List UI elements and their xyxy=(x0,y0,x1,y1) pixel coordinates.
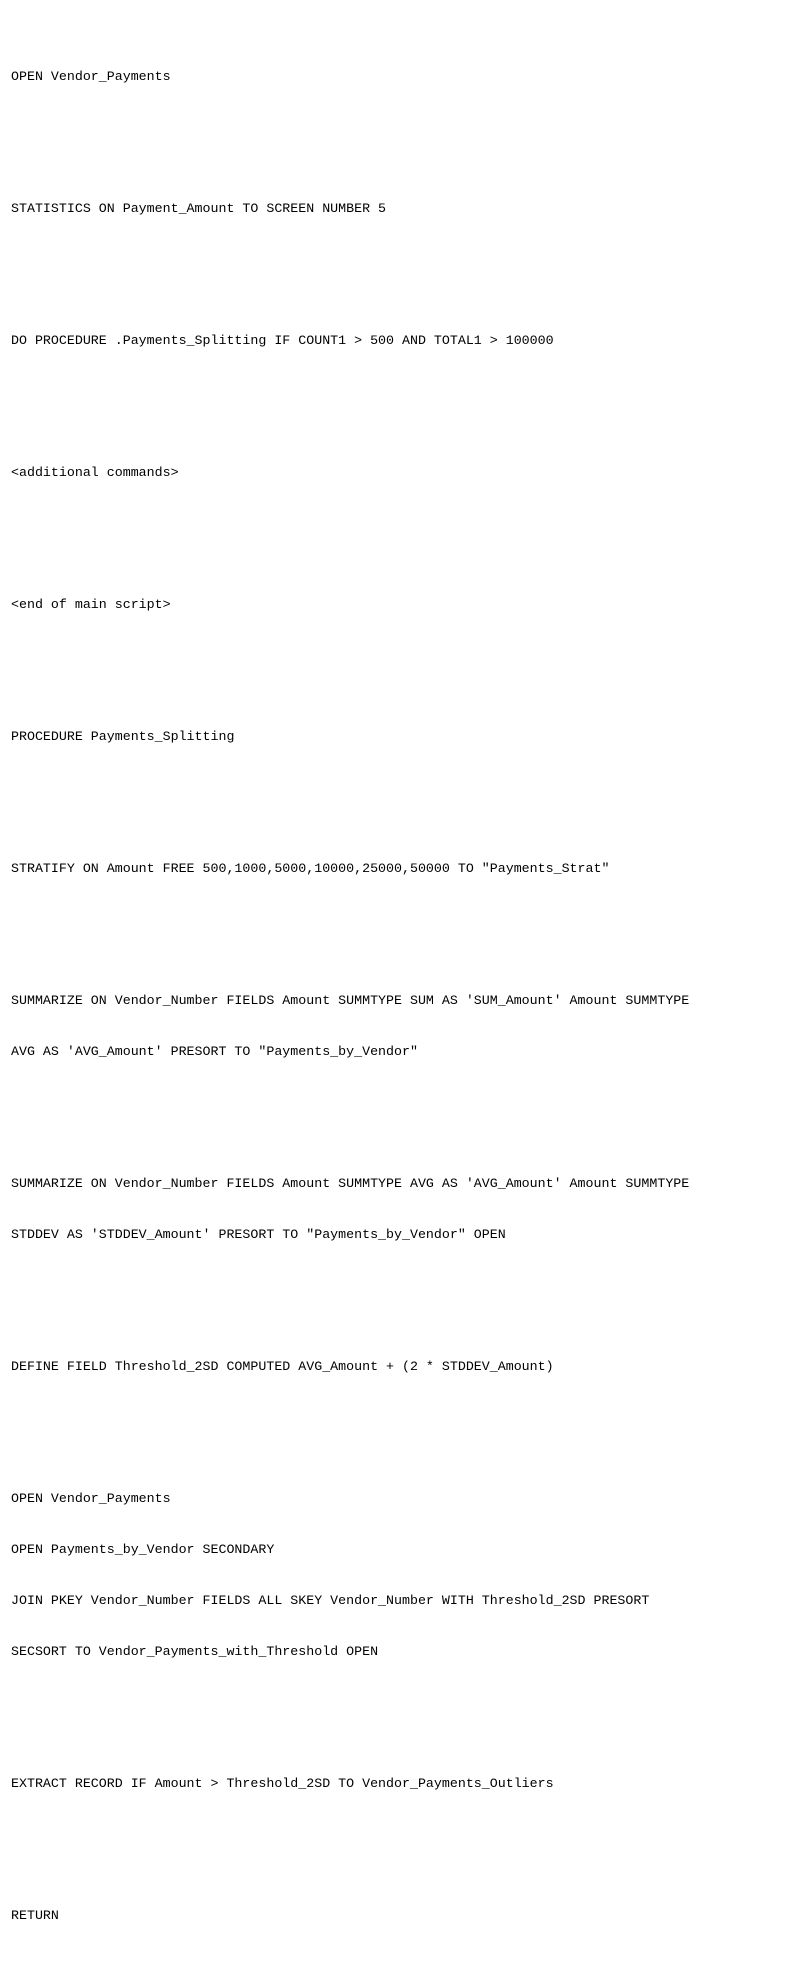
script-line: OPEN Vendor_Payments xyxy=(11,1491,171,1506)
script-line: SUMMARIZE ON Vendor_Number FIELDS Amount SUMMTYPE AVG AS 'AVG_Amount' Amount SUMMTYPE xyxy=(11,1176,690,1191)
script-line: <end of main script> xyxy=(11,597,171,612)
define-field-command-block xyxy=(11,1324,801,1409)
script-line: DEFINE FIELD Threshold_2SD COMPUTED AVG_Amount + (2 * STDDEV_Amount) xyxy=(11,1359,554,1374)
stratify-command-block xyxy=(11,826,801,911)
additional-commands-block xyxy=(11,430,801,515)
do-procedure-command-block xyxy=(11,298,801,383)
script-line: RETURN xyxy=(11,1908,59,1923)
summarize-sum-command-block xyxy=(11,958,801,1094)
join-command-block xyxy=(11,1456,801,1694)
script-line: <additional commands> xyxy=(11,465,179,480)
return-command-block xyxy=(11,1873,801,1958)
end-of-main-script-block xyxy=(11,562,801,647)
script-listing xyxy=(11,4,801,1973)
script-line: EXTRACT RECORD IF Amount > Threshold_2SD TO Vendor_Payments_Outliers xyxy=(11,1776,554,1791)
script-line: OPEN Payments_by_Vendor SECONDARY xyxy=(11,1542,275,1557)
script-line: SECSORT TO Vendor_Payments_with_Threshold OPEN xyxy=(11,1644,379,1659)
script-line: PROCEDURE Payments_Splitting xyxy=(11,729,235,744)
script-line: STRATIFY ON Amount FREE 500,1000,5000,10000,25000,50000 TO "Payments_Strat" xyxy=(11,861,610,876)
script-line: OPEN Vendor_Payments xyxy=(11,69,171,84)
script-line: JOIN PKEY Vendor_Number FIELDS ALL SKEY Vendor_Number WITH Threshold_2SD PRESORT xyxy=(11,1593,650,1608)
statistics-command-block xyxy=(11,166,801,251)
script-line: DO PROCEDURE .Payments_Splitting IF COUNT1 > 500 AND TOTAL1 > 100000 xyxy=(11,333,554,348)
summarize-stddev-command-block xyxy=(11,1141,801,1277)
script-line: STDDEV AS 'STDDEV_Amount' PRESORT TO "Payments_by_Vendor" OPEN xyxy=(11,1227,506,1242)
extract-command-block xyxy=(11,1741,801,1826)
script-line: STATISTICS ON Payment_Amount TO SCREEN NUMBER 5 xyxy=(11,201,387,216)
open-command-block xyxy=(11,34,801,119)
procedure-header-block xyxy=(11,694,801,779)
script-line: AVG AS 'AVG_Amount' PRESORT TO "Payments_by_Vendor" xyxy=(11,1044,418,1059)
script-line: SUMMARIZE ON Vendor_Number FIELDS Amount SUMMTYPE SUM AS 'SUM_Amount' Amount SUMMTYPE xyxy=(11,993,690,1008)
